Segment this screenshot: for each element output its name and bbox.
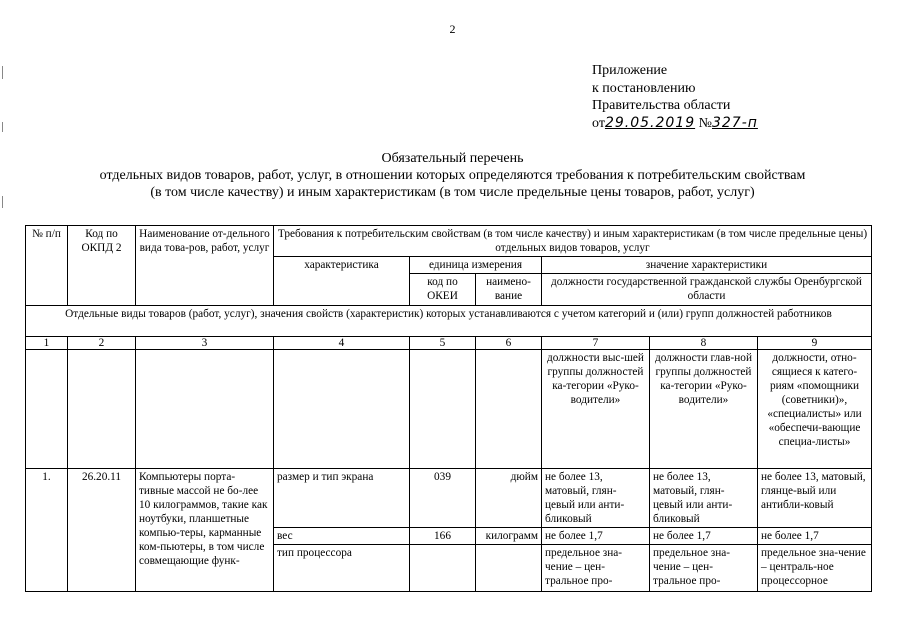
- unit-name: [476, 545, 542, 592]
- header-row: [26, 226, 872, 257]
- col-number: 9: [758, 337, 872, 350]
- row-item-name: Компьютеры порта-тивные массой не бо-лее 10 килограммов, такие как ноутбуки, планшетные компью-теры, карманные ком-пьютеры, в том числе совмещающие функ-: [136, 469, 274, 592]
- value-9: предельное зна-чение – централь-ное процессорное: [758, 545, 872, 592]
- characteristic: вес: [274, 528, 410, 545]
- appendix-line1: Приложение: [592, 63, 668, 78]
- header-okpd: Код по ОКПД 2: [68, 226, 136, 306]
- empty-cell: [476, 350, 542, 469]
- col-number: 1: [26, 337, 68, 350]
- unit-name: килограмм: [476, 528, 542, 545]
- empty-cell: [68, 350, 136, 469]
- col-number: 3: [136, 337, 274, 350]
- handwritten-number: 327-п: [711, 114, 758, 131]
- col-number: 5: [410, 337, 476, 350]
- header-unit: единица измерения: [410, 257, 542, 274]
- left-margin-mark: [2, 122, 3, 132]
- header-num: № п/п: [26, 226, 68, 306]
- appendix-line3: Правительства области: [592, 98, 731, 113]
- header-name: Наименование от-дельного вида това-ров, работ, услуг: [136, 226, 274, 306]
- empty-cell: [26, 350, 68, 469]
- header-unit-name: наимено-вание: [476, 274, 542, 306]
- unit-name: дюйм: [476, 469, 542, 528]
- col-number: 4: [274, 337, 410, 350]
- value-8: не более 1,7: [650, 528, 758, 545]
- requirements-table: [25, 225, 872, 592]
- characteristic: тип процессора: [274, 545, 410, 592]
- header-positions: должности государственной гражданской службы Оренбургской области: [542, 274, 872, 306]
- header-value: значение характеристики: [542, 257, 872, 274]
- value-8: предельное зна-чение – цен-тральное про-: [650, 545, 758, 592]
- col-number: 6: [476, 337, 542, 350]
- table-row: [26, 469, 872, 528]
- section-caption: Отдельные виды товаров (работ, услуг), значения свойств (характеристик) которых устанавливаются с учетом категорий и (или) групп должностей работников: [26, 306, 872, 337]
- row-okpd-code: 26.20.11: [68, 469, 136, 592]
- col-number: 7: [542, 337, 650, 350]
- row-num: 1.: [26, 469, 68, 592]
- value-9: не более 1,7: [758, 528, 872, 545]
- value-9: не более 13, матовый, глянце-вый или антибли-ковый: [758, 469, 872, 528]
- empty-cell: [410, 350, 476, 469]
- category-7: должности выс-шей группы должностей ка-тегории «Руко-водители»: [542, 350, 650, 469]
- okei-code: [410, 545, 476, 592]
- appendix-block: [592, 62, 758, 132]
- page-number: 2: [449, 22, 456, 36]
- header-requirements: Требования к потребительским свойствам (в том числе качеству) и иным характеристикам (в том числе предельные цены) отдельных видов товаров, услуг: [274, 226, 872, 257]
- title-line1: Обязательный перечень: [381, 151, 524, 166]
- handwritten-date: 29.05.2019: [604, 114, 696, 131]
- value-8: не более 13, матовый, глян-цевый или анти-бликовый: [650, 469, 758, 528]
- header-characteristic: характеристика: [274, 257, 410, 306]
- appendix-line2: к постановлению: [592, 80, 696, 96]
- col-number: 2: [68, 337, 136, 350]
- date-prefix: от: [592, 115, 605, 131]
- value-7: не более 1,7: [542, 528, 650, 545]
- category-9: должности, отно-сящиеся к катего-риям «помощники (советники)», «специалисты» или «обеспечи-вающие специа-листы»: [758, 350, 872, 469]
- title-line2: отдельных видов товаров, работ, услуг, в отношении которых определяются требования к потребительским свойствам: [99, 168, 806, 183]
- number-prefix: №: [698, 115, 712, 131]
- category-8: должности глав-ной группы должностей ка-тегории «Руко-водители»: [650, 350, 758, 469]
- value-7: не более 13, матовый, глян-цевый или анти-бликовый: [542, 469, 650, 528]
- empty-cell: [136, 350, 274, 469]
- column-numbers-row: [26, 337, 872, 350]
- left-margin-mark: [2, 66, 3, 79]
- document-title: [0, 150, 905, 201]
- okei-code: 039: [410, 469, 476, 528]
- header-okei: код по ОКЕИ: [410, 274, 476, 306]
- categories-row: [26, 350, 872, 469]
- empty-cell: [274, 350, 410, 469]
- appendix-date-line: [592, 115, 758, 133]
- okei-code: 166: [410, 528, 476, 545]
- section-row: [26, 306, 872, 337]
- value-7: предельное зна-чение – цен-тральное про-: [542, 545, 650, 592]
- col-number: 8: [650, 337, 758, 350]
- title-line3: (в том числе качеству) и иным характеристикам (в том числе предельные цены товаров, работ, услуг): [150, 185, 755, 200]
- characteristic: размер и тип экрана: [274, 469, 410, 528]
